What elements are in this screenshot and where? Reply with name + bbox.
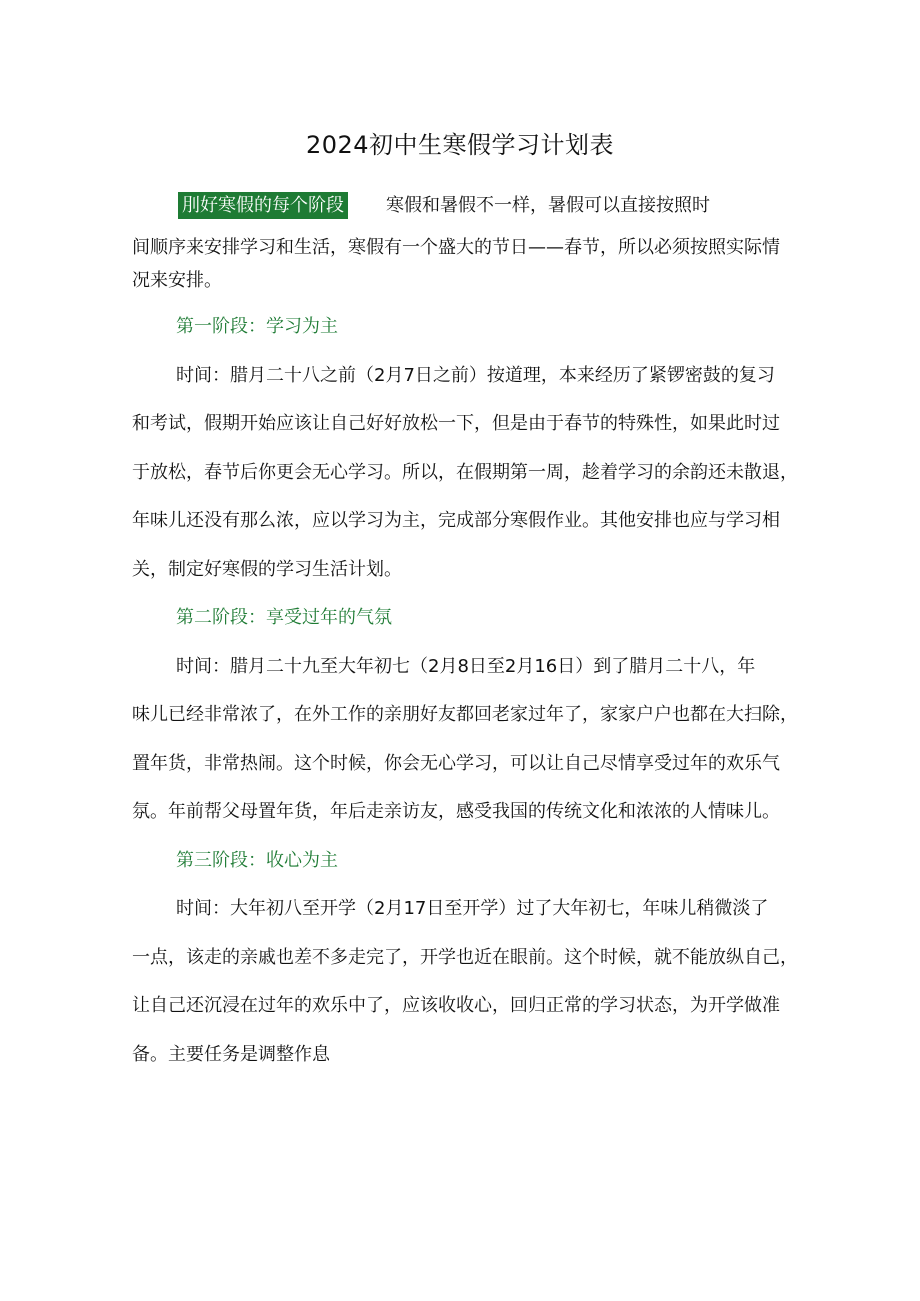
stage-3-line: 一点，该走的亲戚也差不多走完了，开学也近在眼前。这个时候，就不能放纵自己， — [132, 947, 798, 968]
intro-line: 间顺序来安排学习和生活，寒假有一个盛大的节日——春节，所以必须按照实际情 — [132, 237, 780, 258]
stage-1-heading: 第一阶段：学习为主 — [176, 316, 338, 337]
stage-3-line: 时间：大年初八至开学（2月17日至开学）过了大年初七，年味儿稍微淡了 — [176, 898, 769, 919]
stage-3-line: 备。主要任务是调整作息 — [132, 1044, 330, 1065]
stage-1-line: 于放松，春节后你更会无心学习。所以，在假期第一周，趁着学习的余韵还未散退， — [132, 462, 798, 483]
stage-1-line: 关，制定好寒假的学习生活计划。 — [132, 559, 402, 580]
stage-3-line: 让自己还沉浸在过年的欢乐中了，应该收收心，回归正常的学习状态，为开学做准 — [132, 995, 780, 1016]
intro-line: 况来安排。 — [132, 270, 222, 291]
intro-highlight-label: 刖好寒假的每个阶段 — [178, 192, 348, 219]
stage-1-line: 和考试，假期开始应该让自己好好放松一下，但是由于春节的特殊性，如果此时过 — [132, 413, 780, 434]
stage-2-line: 置年货，非常热闹。这个时候，你会无心学习，可以让自己尽情享受过年的欢乐气 — [132, 753, 780, 774]
stage-2-line: 氛。年前帮父母置年货，年后走亲访友，感受我国的传统文化和浓浓的人情味儿。 — [132, 801, 780, 822]
stage-2-line: 味儿已经非常浓了，在外工作的亲朋好友都回老家过年了，家家户户也都在大扫除， — [132, 704, 798, 725]
stage-1-line: 年味儿还没有那么浓，应以学习为主，完成部分寒假作业。其他安排也应与学习相 — [132, 510, 780, 531]
stage-3-heading: 第三阶段：收心为主 — [176, 850, 338, 871]
stage-2-heading: 第二阶段：享受过年的气氛 — [176, 607, 392, 628]
intro-line: 寒假和暑假不一样，暑假可以直接按照时 — [386, 195, 710, 216]
stage-2-line: 时间：腊月二十九至大年初七（2月8日至2月16日）到了腊月二十八，年 — [176, 656, 756, 677]
page-title: 2024初中生寒假学习计划表 — [305, 131, 615, 159]
stage-1-line: 时间：腊月二十八之前（2月7日之前）按道理，本来经历了紧锣密鼓的复习 — [176, 365, 775, 386]
